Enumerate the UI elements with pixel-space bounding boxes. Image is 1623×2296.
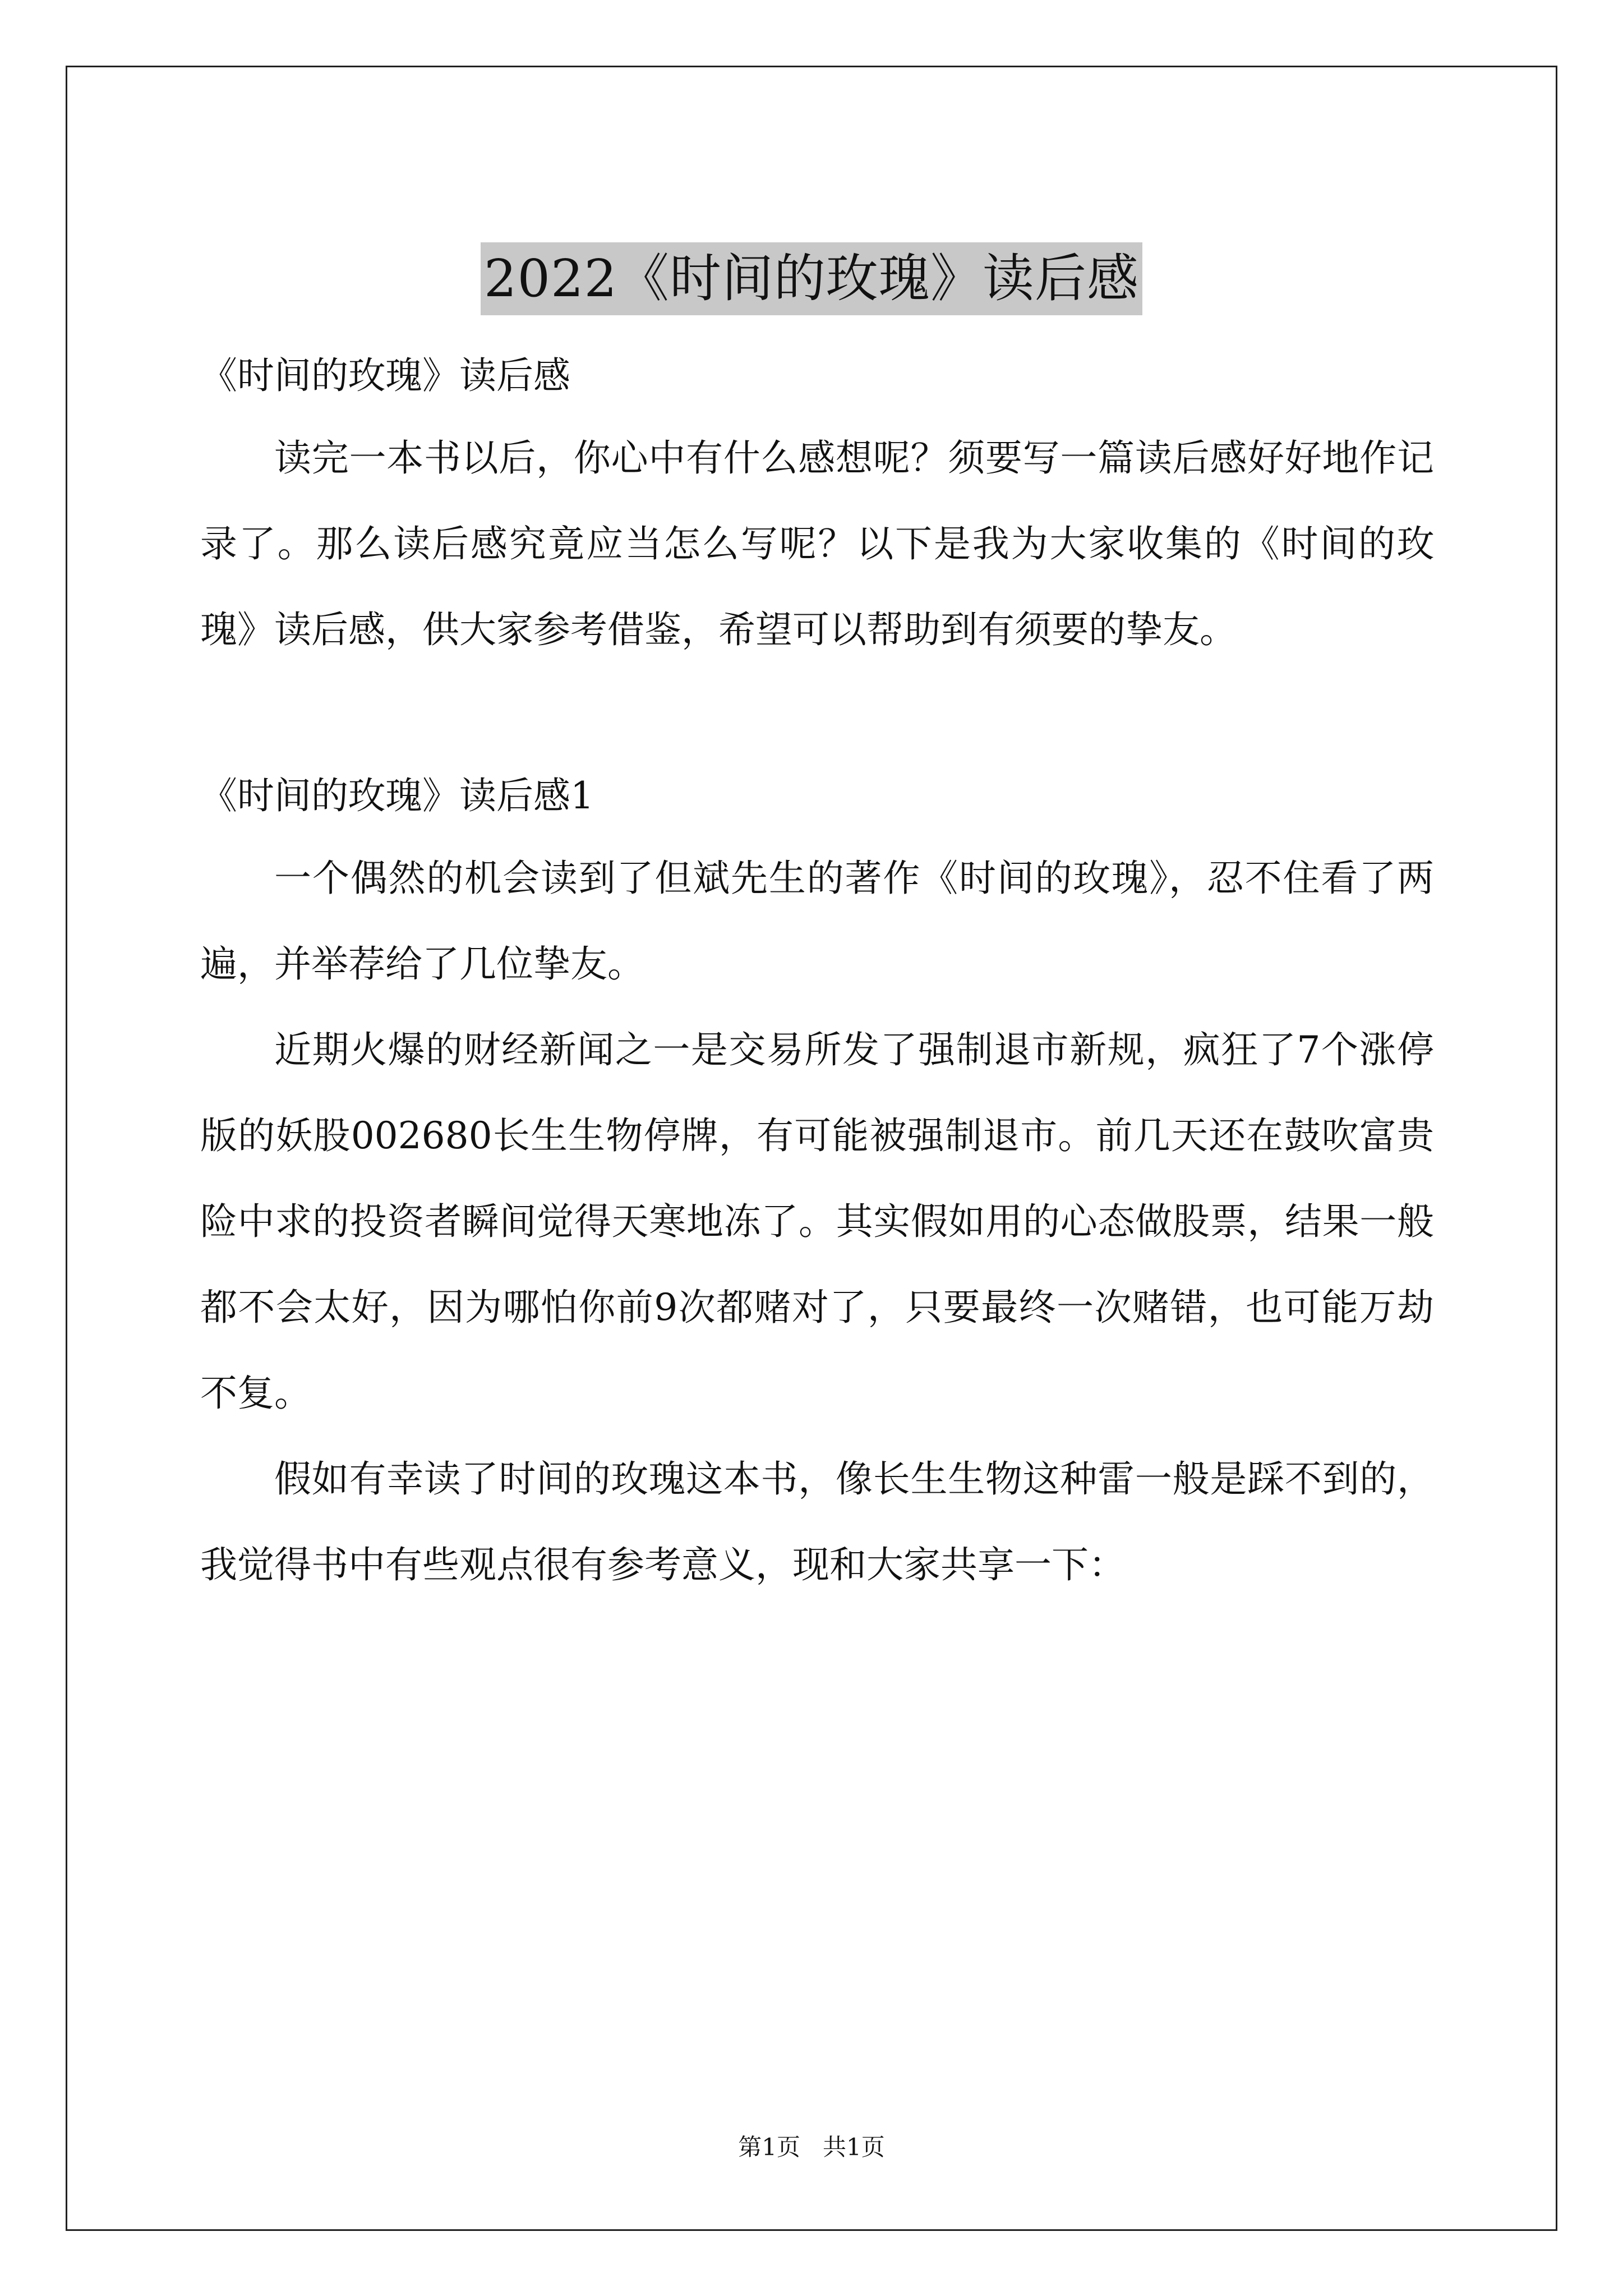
body-paragraph: 近期火爆的财经新闻之一是交易所发了强制退市新规，疯狂了7个涨停版的妖股002680长生生物停牌，有可能被强制退市。前几天还在鼓吹富贵险中求的投资者瞬间觉得天寒地冻了。其实假如用的心态做股票，结果一般都不会太好，因为哪怕你前9次都赌对了，只要最终一次赌错，也可能万劫不复。: [200, 1028, 1434, 1415]
title-container: [0, 208, 1623, 349]
intro-heading: 《时间的玫瑰》读后感: [200, 354, 570, 397]
page-number-footer: 第1页 共1页: [738, 2133, 885, 2161]
body-paragraph: 一个偶然的机会读到了但斌先生的著作《时间的玫瑰》，忍不住看了两遍，并举荐给了几位挚友。: [200, 857, 1434, 986]
document-body: [200, 337, 1434, 1608]
section-spacer: [200, 673, 1434, 757]
body-paragraph: 假如有幸读了时间的玫瑰这本书，像长生生物这种雷一般是踩不到的，我觉得书中有些观点很有参考意义，现和大家共享一下：: [200, 1457, 1434, 1586]
document-title: 2022《时间的玫瑰》读后感: [481, 242, 1142, 315]
section-heading: 《时间的玫瑰》读后感1: [200, 774, 594, 817]
intro-paragraph: 读完一本书以后，你心中有什么感想呢？须要写一篇读后感好好地作记录了。那么读后感究竟应当怎么写呢？以下是我为大家收集的《时间的玫瑰》读后感，供大家参考借鉴，希望可以帮助到有须要的挚友。: [200, 436, 1434, 651]
